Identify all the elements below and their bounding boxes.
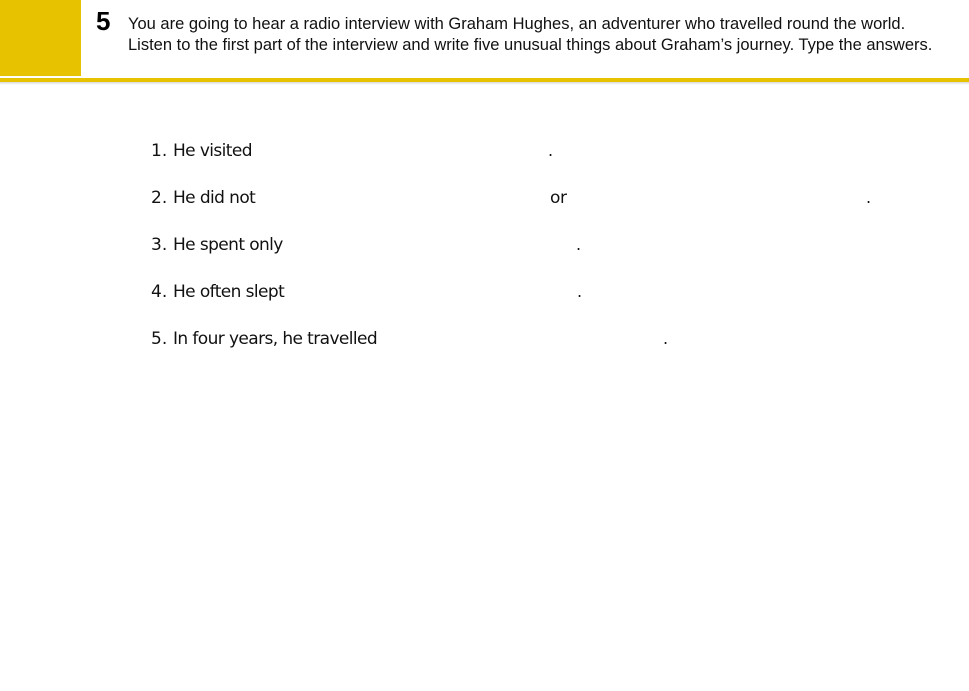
answer-input-2a[interactable] xyxy=(254,187,544,211)
item-prompt: He did not xyxy=(173,188,256,208)
answer-input-5[interactable] xyxy=(369,328,661,352)
item-prompt: He visited xyxy=(173,141,252,161)
answer-input-3[interactable] xyxy=(281,234,573,258)
answer-input-1[interactable] xyxy=(251,140,546,164)
gap-fill-item-2 xyxy=(151,185,911,211)
answer-input-2b[interactable] xyxy=(575,187,865,211)
exercise-instructions: You are going to hear a radio interview with Graham Hughes, an adventurer who travelled round the world. Listen to the first part of the interview and write five unusual things about Graham’s journey. Type the answers. xyxy=(128,15,933,54)
gap-fill-item-1 xyxy=(151,138,911,164)
item-connector-word: or xyxy=(550,188,567,208)
item-end-punctuation: . xyxy=(576,235,582,254)
item-end-punctuation: . xyxy=(577,282,583,301)
header-shadow xyxy=(0,82,969,85)
exercise-number: 5 xyxy=(96,6,111,36)
item-end-punctuation: . xyxy=(663,329,669,348)
gap-fill-item-5 xyxy=(151,326,911,352)
item-prompt: In four years, he travelled xyxy=(173,329,378,349)
exercise-header xyxy=(0,0,969,84)
item-number: 1. xyxy=(151,141,168,161)
item-prompt: He spent only xyxy=(173,235,283,255)
item-number: 4. xyxy=(151,282,168,302)
item-number: 2. xyxy=(151,188,168,208)
item-number: 5. xyxy=(151,329,168,349)
header-accent-block xyxy=(0,0,81,76)
gap-fill-item-3 xyxy=(151,232,911,258)
item-prompt: He often slept xyxy=(173,282,285,302)
item-end-punctuation: . xyxy=(548,141,554,160)
gap-fill-item-4 xyxy=(151,279,911,305)
item-number: 3. xyxy=(151,235,168,255)
item-end-punctuation: . xyxy=(866,188,872,207)
answer-input-4[interactable] xyxy=(283,281,575,305)
